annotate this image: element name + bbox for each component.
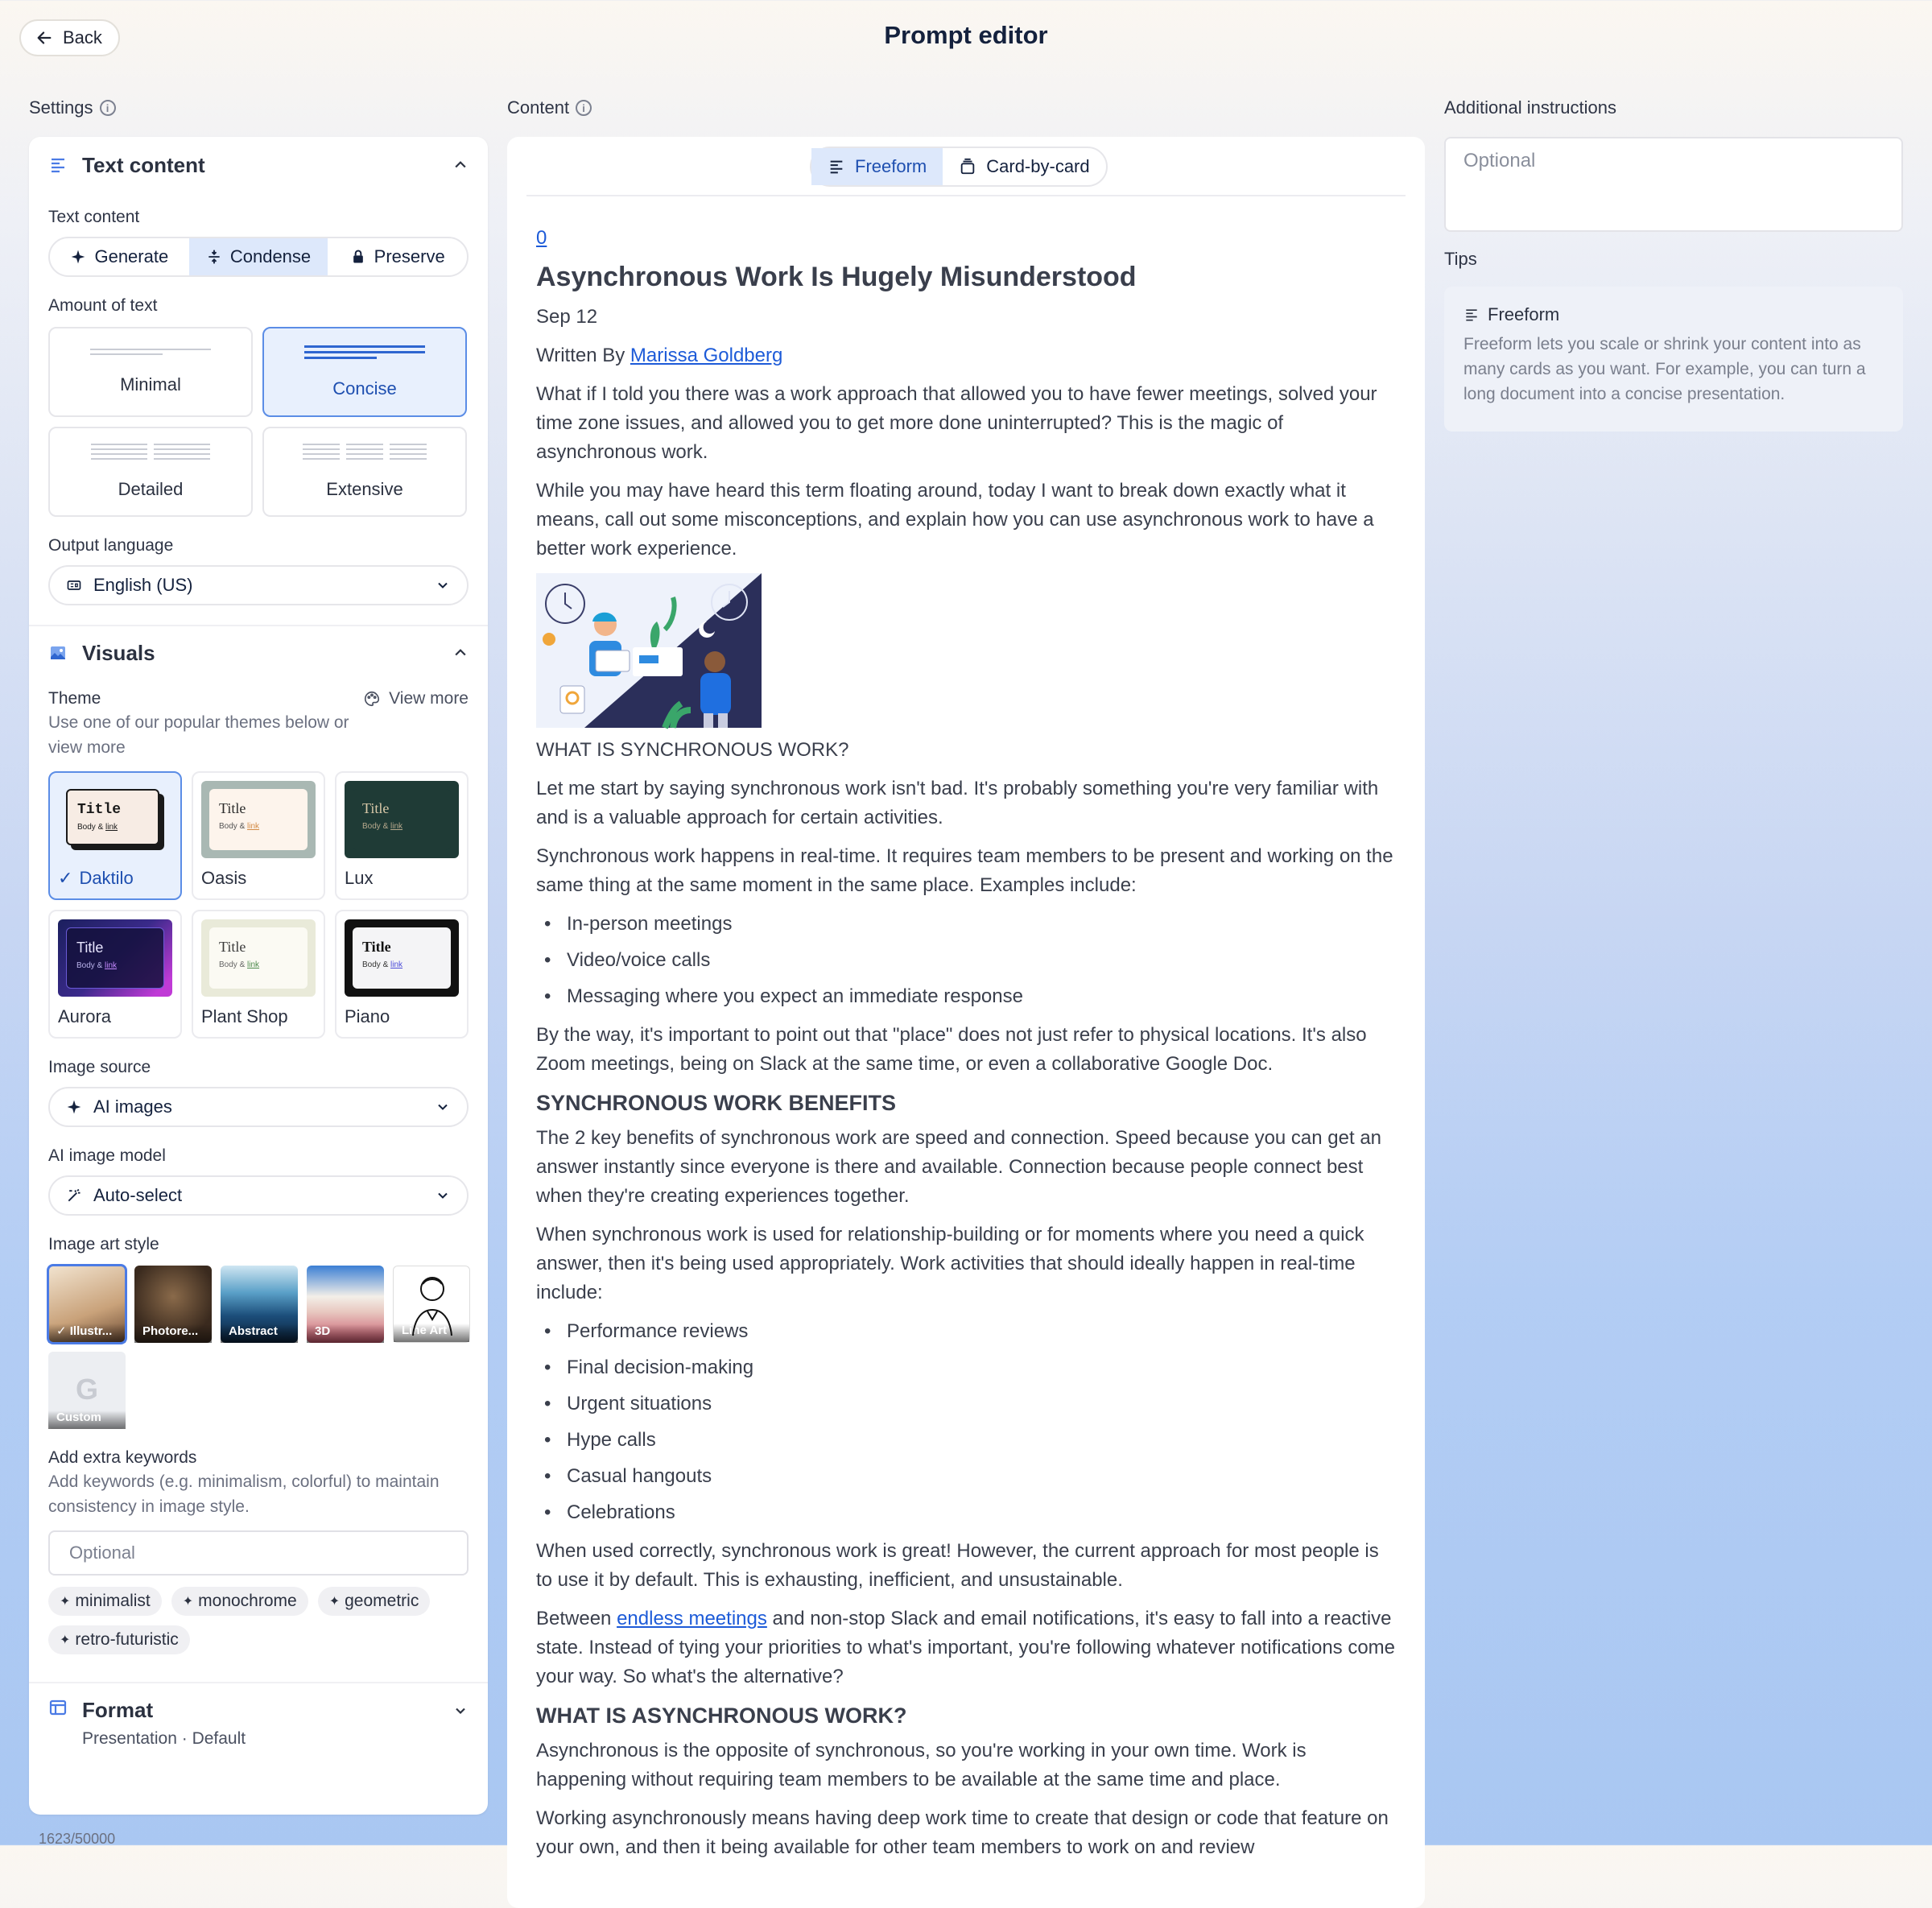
art-style-abstract[interactable] bbox=[221, 1266, 298, 1343]
theme-title-text: Title bbox=[362, 939, 391, 955]
theme-body-label: Body & bbox=[362, 960, 389, 969]
page-title: Prompt editor bbox=[884, 21, 1048, 49]
image-source-label: Image source bbox=[48, 1058, 151, 1076]
theme-header bbox=[29, 689, 488, 760]
theme-title-text: Title bbox=[76, 940, 104, 956]
theme-body-label: Body & bbox=[219, 822, 246, 831]
doc-list-item: • Casual hangouts bbox=[536, 1462, 1397, 1491]
art-style-3d-label: 3D bbox=[307, 1324, 384, 1343]
text-align-icon bbox=[48, 155, 68, 175]
theme-aurora[interactable] bbox=[48, 910, 182, 1039]
image-icon bbox=[48, 643, 68, 663]
amount-detailed-label: Detailed bbox=[118, 479, 184, 499]
theme-title-text: Title bbox=[77, 802, 122, 818]
art-style-photorealistic[interactable] bbox=[134, 1266, 212, 1343]
theme-label: Theme bbox=[48, 689, 101, 708]
custom-style-icon: G bbox=[75, 1373, 98, 1406]
art-style-3d[interactable] bbox=[307, 1266, 384, 1343]
amount-extensive[interactable] bbox=[262, 427, 467, 517]
doc-paragraph: While you may have heard this term floating around, today I want to break down exactly what it means, call out some misconceptions, and explain how you can use asynchronous work to have a better work experience. bbox=[536, 480, 1374, 560]
tips-title: Freeform bbox=[1488, 304, 1560, 324]
doc-paragraph: The 2 key benefits of synchronous work are speed and connection. Speed because you can get an answer instantly since everyone is there and available. Connection because people connect best when they're creating experiences together. bbox=[536, 1127, 1382, 1207]
view-more-label: View more bbox=[389, 689, 469, 708]
document-content[interactable] bbox=[536, 224, 1397, 1872]
sparkle-icon bbox=[70, 249, 86, 265]
theme-link-label: link bbox=[390, 960, 403, 969]
tips-heading: Tips bbox=[1444, 249, 1477, 269]
condense-option[interactable] bbox=[189, 238, 328, 275]
tips-header bbox=[1463, 304, 1884, 325]
doc-illustration bbox=[536, 573, 762, 728]
doc-heading-what-is-async: WHAT IS ASYNCHRONOUS WORK? bbox=[536, 1704, 907, 1728]
extensive-lines-icon bbox=[303, 444, 427, 460]
additional-instructions-heading: Additional instructions bbox=[1444, 97, 1617, 118]
chevron-down-icon bbox=[435, 577, 451, 593]
detailed-lines-icon bbox=[91, 444, 210, 460]
image-source-value: AI images bbox=[93, 1096, 172, 1117]
theme-lux-label: Lux bbox=[345, 868, 374, 888]
text-align-icon bbox=[828, 158, 845, 176]
settings-panel bbox=[29, 137, 488, 1815]
tips-body: Freeform lets you scale or shrink your content into as many cards as you want. For example, you can turn a long document into a concise presentation. bbox=[1463, 335, 1866, 403]
theme-oasis[interactable] bbox=[192, 771, 325, 900]
keyword-chip-label: retro-futuristic bbox=[75, 1630, 179, 1649]
doc-list bbox=[536, 1317, 1397, 1527]
theme-body-label: Body & bbox=[77, 823, 104, 832]
visuals-title: Visuals bbox=[82, 640, 155, 665]
amount-extensive-label: Extensive bbox=[326, 479, 403, 499]
text-content-section-header[interactable] bbox=[29, 138, 488, 192]
condense-icon bbox=[206, 249, 222, 265]
condense-label: Condense bbox=[229, 246, 312, 266]
ai-image-model-select[interactable] bbox=[48, 1175, 469, 1216]
theme-body-label: Body & bbox=[219, 960, 246, 969]
chevron-down-icon bbox=[435, 1099, 451, 1115]
theme-oasis-label: Oasis bbox=[201, 868, 247, 888]
theme-body-text bbox=[219, 822, 298, 831]
output-language-select[interactable] bbox=[48, 565, 469, 605]
freeform-label: Freeform bbox=[855, 156, 927, 176]
tips-card bbox=[1444, 287, 1903, 432]
extra-keywords-label: Add extra keywords bbox=[48, 1448, 197, 1467]
doc-paragraph bbox=[536, 1604, 1397, 1691]
freeform-tab[interactable] bbox=[811, 148, 943, 185]
keyword-chip[interactable] bbox=[171, 1587, 308, 1616]
amount-minimal-label: Minimal bbox=[120, 374, 181, 394]
theme-link-label: link bbox=[105, 961, 118, 970]
sparkle-icon: ✦ bbox=[328, 1595, 341, 1609]
theme-preview-card bbox=[353, 927, 451, 989]
ai-image-model-label: AI image model bbox=[48, 1146, 166, 1165]
content-label: Content bbox=[507, 97, 570, 118]
theme-hint: Use one of our popular themes below or view more bbox=[48, 713, 349, 757]
doc-paragraph: What if I told you there was a work approach that allowed you to have fewer meetings, solved your time zone issues, and allowed you to get more done uninterrupted? This is the magic of asynchronous work. bbox=[536, 383, 1377, 463]
doc-text: and non-stop Slack and email notifications, it's easy to fall into a reactive state. Instead of tying your priorities to what's important, you're following whatever notifications come your way. So what's the alternative? bbox=[536, 1608, 1396, 1687]
doc-heading-what-is-sync: WHAT IS SYNCHRONOUS WORK? bbox=[536, 739, 849, 761]
theme-grid bbox=[48, 771, 469, 1039]
theme-piano[interactable] bbox=[335, 910, 469, 1039]
character-count: 1623/50000 bbox=[39, 1831, 116, 1847]
theme-body-text bbox=[362, 822, 441, 831]
doc-list-item: • In-person meetings bbox=[536, 910, 1397, 939]
amount-detailed[interactable] bbox=[48, 427, 253, 517]
doc-heading-benefits: SYNCHRONOUS WORK BENEFITS bbox=[536, 1091, 897, 1115]
text-content-label: Text content bbox=[48, 208, 140, 226]
sparkle-icon: ✦ bbox=[60, 1633, 71, 1647]
concise-lines-icon bbox=[304, 345, 425, 359]
keyword-chip-label: monochrome bbox=[198, 1592, 297, 1610]
theme-thumbnail bbox=[201, 781, 316, 858]
image-source-select[interactable] bbox=[48, 1087, 469, 1127]
keyword-chip-label: minimalist bbox=[75, 1592, 151, 1610]
theme-link-label: link bbox=[390, 822, 403, 831]
theme-plant-shop[interactable] bbox=[192, 910, 325, 1039]
lock-icon bbox=[350, 249, 366, 265]
doc-paragraph: Working asynchronously means having deep work time to create that design or code that feature on your own, and then it being available for other team members to work on and review bbox=[536, 1807, 1389, 1858]
doc-list-item: • Final decision-making bbox=[536, 1353, 1397, 1382]
doc-list-item: • Urgent situations bbox=[536, 1390, 1397, 1419]
content-heading bbox=[507, 97, 592, 118]
image-art-style-label: Image art style bbox=[48, 1235, 159, 1253]
async-work-illustration bbox=[536, 573, 762, 728]
doc-list-item: • Celebrations bbox=[536, 1498, 1397, 1527]
back-label: Back bbox=[63, 27, 102, 47]
amount-concise[interactable] bbox=[262, 327, 467, 417]
art-style-line-art[interactable] bbox=[393, 1266, 470, 1343]
theme-title-text: Title bbox=[219, 800, 246, 816]
doc-paragraph: Let me start by saying synchronous work isn't bad. It's probably something you're very familiar with and is a valuable approach for certain activities. bbox=[536, 778, 1379, 828]
art-style-caption: ✓ Illustr... bbox=[48, 1324, 126, 1343]
theme-title-text: Title bbox=[362, 800, 390, 816]
info-icon[interactable]: i bbox=[100, 100, 116, 116]
preserve-option[interactable] bbox=[328, 238, 467, 275]
minimal-lines-icon bbox=[90, 349, 211, 355]
theme-thumbnail bbox=[58, 781, 172, 858]
output-language-label: Output language bbox=[48, 536, 174, 555]
keyword-chip[interactable] bbox=[48, 1625, 190, 1654]
content-panel bbox=[507, 137, 1425, 1908]
theme-body-label: Body & bbox=[362, 822, 389, 831]
format-value: Presentation · Default bbox=[82, 1729, 246, 1748]
author-link[interactable]: Marissa Goldberg bbox=[630, 345, 783, 366]
art-style-abstract-label: Abstract bbox=[221, 1324, 298, 1343]
generate-label: Generate bbox=[94, 246, 169, 266]
doc-list bbox=[536, 910, 1397, 1011]
theme-lux[interactable] bbox=[335, 771, 469, 900]
theme-body-label: Body & bbox=[76, 961, 103, 970]
sparkle-icon: ✦ bbox=[60, 1595, 71, 1609]
theme-body-text bbox=[362, 960, 441, 969]
art-style-custom[interactable] bbox=[48, 1352, 126, 1429]
theme-aurora-label: Aurora bbox=[58, 1006, 112, 1026]
keyword-chip-label: geometric bbox=[345, 1592, 419, 1610]
chevron-down-icon bbox=[435, 1187, 451, 1204]
settings-label: Settings bbox=[29, 97, 93, 118]
language-icon bbox=[66, 577, 82, 593]
sparkle-icon bbox=[66, 1099, 82, 1115]
amount-concise-label: Concise bbox=[332, 378, 397, 399]
theme-daktilo-label: Daktilo bbox=[79, 868, 134, 888]
text-mode-toggle bbox=[48, 237, 469, 277]
art-style-line-art-label: Line Art bbox=[394, 1324, 469, 1342]
art-style-options bbox=[48, 1266, 475, 1429]
theme-plant-shop-label: Plant Shop bbox=[201, 1006, 288, 1026]
view-more-link[interactable] bbox=[363, 689, 469, 708]
extra-keywords-input[interactable] bbox=[48, 1530, 469, 1576]
doc-paragraph: Asynchronous is the opposite of synchronous, so you're working in your own time. Work is happening without requiring team members to be available at the same time and place. bbox=[536, 1740, 1307, 1790]
doc-list-item: • Messaging where you expect an immediate response bbox=[536, 982, 1397, 1011]
theme-thumbnail bbox=[58, 919, 172, 997]
layout-icon bbox=[48, 1698, 68, 1717]
doc-byline bbox=[536, 341, 1397, 370]
amount-of-text-label: Amount of text bbox=[48, 296, 158, 315]
amount-of-text-options bbox=[48, 327, 469, 517]
doc-list-item: • Performance reviews bbox=[536, 1317, 1397, 1346]
doc-paragraph: When used correctly, synchronous work is great! However, the current approach for most people is to use it by default. This is exhausting, inefficient, and unsustainable. bbox=[536, 1540, 1379, 1591]
endless-meetings-link[interactable]: endless meetings bbox=[617, 1608, 767, 1629]
theme-link-label: link bbox=[247, 822, 260, 831]
theme-thumbnail bbox=[345, 919, 459, 997]
extra-keywords-placeholder: Optional bbox=[69, 1543, 135, 1563]
chevron-down-icon bbox=[452, 1703, 469, 1719]
doc-date: Sep 12 bbox=[536, 306, 598, 328]
doc-paragraph: By the way, it's important to point out that "place" does not just refer to physical locations. It's also Zoom meetings, being on Slack at the same time, or even a collaborative Google Doc. bbox=[536, 1024, 1367, 1075]
sparkle-icon: ✦ bbox=[182, 1595, 194, 1609]
keyword-chip[interactable] bbox=[48, 1587, 162, 1616]
palette-icon bbox=[363, 690, 381, 708]
text-align-icon bbox=[1463, 307, 1480, 323]
keyword-chip[interactable] bbox=[318, 1587, 431, 1616]
line-art-figure-icon bbox=[405, 1271, 460, 1336]
text-content-title: Text content bbox=[82, 152, 205, 177]
theme-thumbnail bbox=[201, 919, 316, 997]
output-language-value: English (US) bbox=[93, 575, 193, 595]
theme-preview-card bbox=[66, 927, 164, 989]
doc-byline-prefix: Written By bbox=[536, 345, 625, 366]
format-title: Format bbox=[82, 1698, 154, 1722]
ai-image-model-value: Auto-select bbox=[93, 1185, 183, 1205]
magic-wand-icon bbox=[66, 1187, 82, 1204]
theme-link-label: link bbox=[105, 823, 118, 832]
art-style-illustration-label: Illustr... bbox=[69, 1324, 113, 1338]
settings-heading bbox=[29, 97, 116, 118]
amount-minimal[interactable] bbox=[48, 327, 253, 417]
theme-body-text bbox=[76, 961, 154, 970]
additional-instructions-input[interactable] bbox=[1444, 137, 1903, 232]
doc-link-zero-anchor[interactable]: 0 bbox=[536, 227, 547, 249]
theme-body-text bbox=[77, 823, 148, 832]
theme-preview-card bbox=[209, 789, 308, 850]
content-mode-toggle bbox=[810, 147, 1108, 187]
card-by-card-label: Card-by-card bbox=[986, 156, 1090, 176]
theme-thumbnail bbox=[345, 781, 459, 858]
theme-body-text bbox=[219, 960, 298, 969]
doc-text: Between bbox=[536, 1608, 612, 1629]
doc-link-zero bbox=[536, 224, 1397, 253]
art-style-photorealistic-label: Photore... bbox=[134, 1324, 212, 1343]
chevron-up-icon bbox=[452, 645, 469, 661]
theme-preview-card bbox=[353, 789, 451, 850]
additional-instructions-placeholder: Optional bbox=[1463, 150, 1536, 171]
extra-keywords-hint: Add keywords (e.g. minimalism, colorful) to maintain consistency in image style. bbox=[48, 1472, 440, 1516]
theme-name bbox=[58, 868, 172, 889]
doc-list-item: • Video/voice calls bbox=[536, 946, 1397, 975]
chevron-up-icon bbox=[452, 157, 469, 173]
top-bar bbox=[0, 0, 1932, 74]
keyword-suggestions bbox=[48, 1587, 475, 1654]
card-by-card-tab[interactable] bbox=[943, 148, 1105, 185]
cards-icon bbox=[959, 158, 976, 176]
doc-list-item: • Hype calls bbox=[536, 1426, 1397, 1455]
format-section-header[interactable] bbox=[29, 1683, 488, 1749]
theme-preview-card bbox=[66, 789, 159, 845]
content-divider bbox=[526, 195, 1406, 196]
theme-piano-label: Piano bbox=[345, 1006, 390, 1026]
check-icon: ✓ bbox=[58, 868, 73, 888]
preserve-label: Preserve bbox=[374, 246, 445, 266]
theme-preview-card bbox=[209, 927, 308, 989]
visuals-section-header[interactable] bbox=[29, 626, 488, 679]
info-icon[interactable]: i bbox=[576, 100, 592, 116]
generate-option[interactable] bbox=[50, 238, 189, 275]
art-style-illustration[interactable] bbox=[48, 1266, 126, 1343]
doc-title: Asynchronous Work Is Hugely Misunderstood bbox=[536, 262, 1137, 292]
doc-paragraph: When synchronous work is used for relationship-building or for moments where you need a quick answer, then it's being used appropriately. Work activities that should ideally happen in real-time include: bbox=[536, 1224, 1364, 1303]
theme-title-text: Title bbox=[219, 939, 246, 955]
theme-link-label: link bbox=[247, 960, 260, 969]
format-text bbox=[82, 1698, 452, 1749]
theme-daktilo[interactable] bbox=[48, 771, 182, 900]
character-counter bbox=[39, 1831, 115, 1848]
doc-paragraph: Synchronous work happens in real-time. It requires team members to be present and working on the same thing at the same moment in the same place. Examples include: bbox=[536, 845, 1393, 896]
art-style-custom-label: Custom bbox=[48, 1410, 126, 1429]
